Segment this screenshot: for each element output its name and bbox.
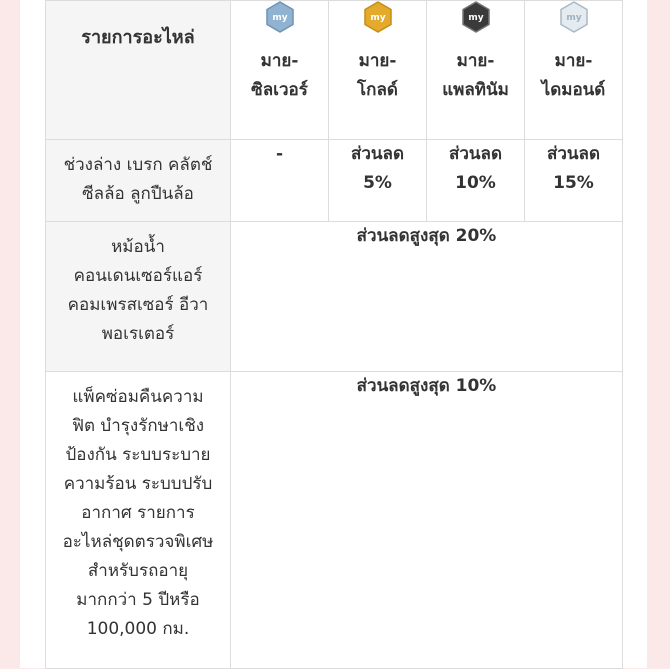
my-platinum-badge-icon <box>461 1 491 33</box>
max-discount-10-cell: ส่วนลดสูงสุด 10% <box>231 372 623 669</box>
column-header-my-diamond: my มาย- ไดมอนด์ <box>525 1 623 140</box>
svg-text:my: my <box>369 13 386 23</box>
row-label-repair-pack: แพ็คซ่อมคืนความ ฟิต บำรุงรักษาเชิง ป้องกัน ระบบระบาย ความร้อน ระบบปรับ อากาศ รายการ อะไหล่ชุดตรวจพิเศษ สำหรับรถอายุ มากกว่า 5 ปีหรือ 100,000 กม. <box>46 372 231 669</box>
svg-text:my: my <box>271 13 288 23</box>
max-discount-20-cell: ส่วนลดสูงสุด 20% <box>231 222 623 372</box>
parts-discount-table <box>45 0 623 669</box>
discount-cell-my-diamond: ส่วนลด 15% <box>525 140 623 222</box>
discount-cell-my-gold: ส่วนลด 5% <box>329 140 427 222</box>
column-header-my-silver: my มาย- ซิลเวอร์ <box>231 1 329 140</box>
column-header-my-gold: my มาย- โกลด์ <box>329 1 427 140</box>
my-gold-badge-icon <box>363 1 393 33</box>
page-panel <box>20 0 647 668</box>
row-label-radiator-condenser: หม้อน้ำ คอนเดนเซอร์แอร์ คอมเพรสเซอร์ อีวา พอเรเตอร์ <box>46 222 231 372</box>
my-diamond-badge-icon <box>559 1 589 33</box>
discount-cell-my-platinum: ส่วนลด 10% <box>427 140 525 222</box>
svg-text:my: my <box>467 13 484 23</box>
my-silver-badge-icon <box>265 1 295 33</box>
column-header-parts: รายการอะไหล่ <box>46 1 231 140</box>
column-header-my-platinum: my มาย- แพลทินัม <box>427 1 525 140</box>
svg-text:my: my <box>565 13 582 23</box>
discount-cell-my-silver: - <box>231 140 329 222</box>
table-header-row <box>46 1 623 140</box>
table-row <box>46 140 623 222</box>
table-row <box>46 222 623 372</box>
table-row <box>46 372 623 669</box>
row-label-suspension-brakes: ช่วงล่าง เบรก คลัตช์ ซีลล้อ ลูกปืนล้อ <box>46 140 231 222</box>
